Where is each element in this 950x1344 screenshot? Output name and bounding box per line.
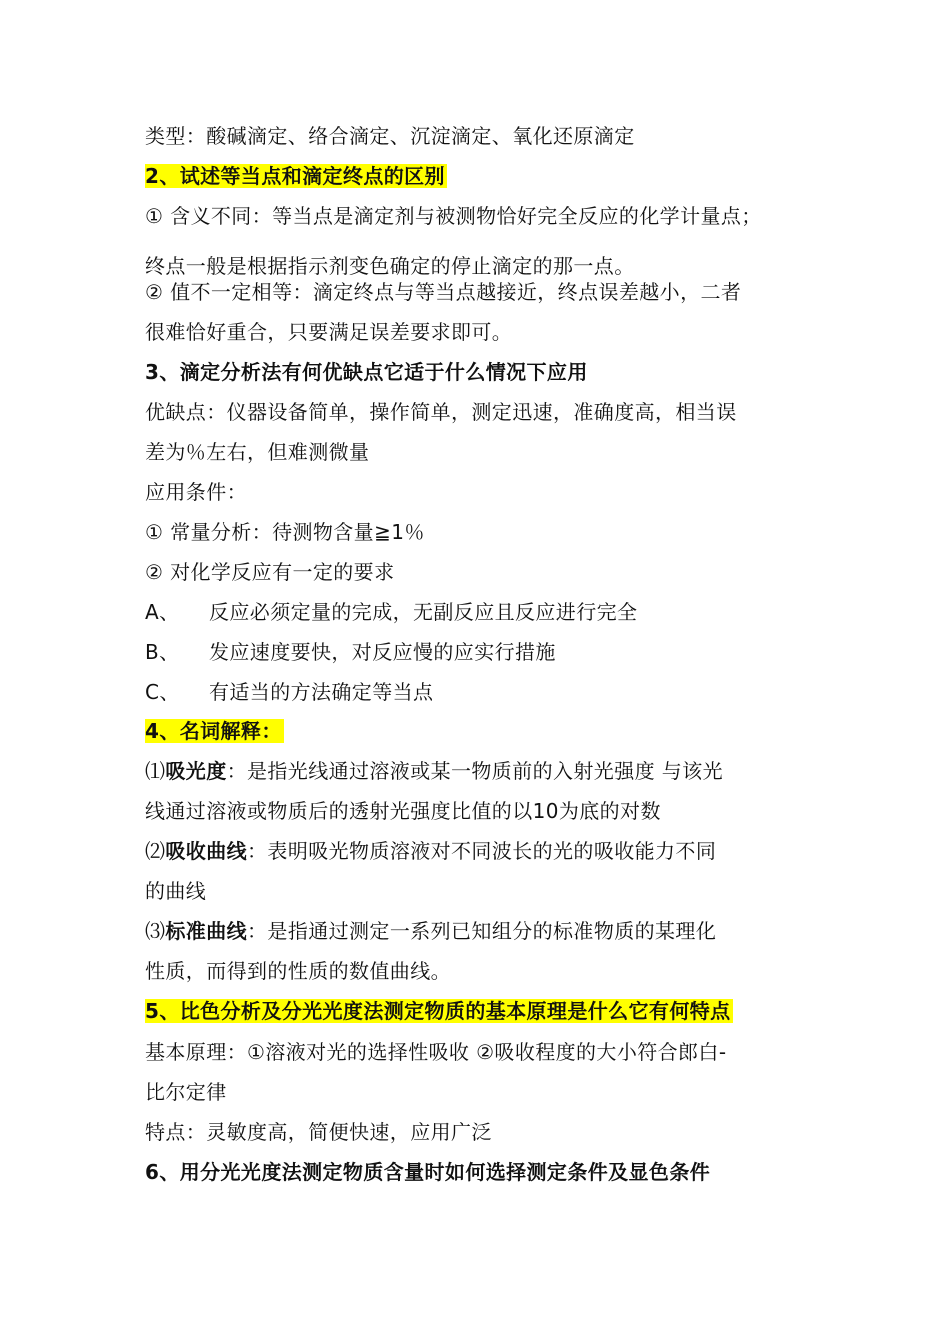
- section-heading-6: 6、用分光光度法测定物质含量时如何选择测定条件及显色条件: [145, 1160, 711, 1184]
- highlighted-heading: 5、比色分析及分光光度法测定物质的基本原理是什么它有何特点: [145, 999, 731, 1023]
- list-item: [145, 677, 433, 707]
- list-item: [145, 597, 637, 627]
- definition-term: 吸收曲线: [165, 839, 248, 863]
- text-line: ② 对化学反应有一定的要求: [145, 560, 395, 584]
- definition-number: ⑴: [145, 759, 166, 783]
- text-line: 很难恰好重合，只要满足误差要求即可。: [145, 320, 513, 344]
- list-marker: A、: [145, 600, 180, 624]
- list-marker: C、: [145, 680, 180, 704]
- text-line: 的曲线: [145, 879, 207, 903]
- section-heading-4: [145, 716, 284, 746]
- definition-term: 标准曲线: [165, 919, 248, 943]
- text-line: 应用条件：: [145, 480, 247, 504]
- list-text: 反应必须定量的完成，无副反应且反应进行完全: [209, 600, 638, 624]
- text-line: 特点：灵敏度高，简便快速，应用广泛: [145, 1120, 492, 1144]
- definition-number: ⑶: [145, 919, 166, 943]
- highlighted-heading: 2、试述等当点和滴定终点的区别: [145, 164, 445, 188]
- definition-text: ：表明吸光物质溶液对不同波长的光的吸收能力不同: [247, 839, 717, 863]
- section-heading-3: 3、滴定分析法有何优缺点它适于什么情况下应用: [145, 360, 588, 384]
- text-line: 优缺点：仪器设备简单，操作简单，测定迅速，准确度高，相当误: [145, 400, 737, 424]
- definition-line: [145, 916, 716, 946]
- text-line: 基本原理：①溶液对光的选择性吸收 ②吸收程度的大小符合郎白-: [145, 1040, 727, 1064]
- highlighted-heading: 4、名词解释：: [145, 719, 282, 743]
- text-line: ② 值不一定相等：滴定终点与等当点越接近，终点误差越小，二者: [145, 280, 742, 304]
- list-marker: B、: [145, 640, 180, 664]
- section-heading-5: [145, 996, 733, 1026]
- list-text: 有适当的方法确定等当点: [209, 680, 434, 704]
- list-item: [145, 637, 556, 667]
- definition-text: ：是指光线通过溶液或某一物质前的入射光强度 与该光: [226, 759, 723, 783]
- text-line: 类型：酸碱滴定、络合滴定、沉淀滴定、氧化还原滴定: [145, 124, 635, 148]
- definition-line: [145, 756, 723, 786]
- definition-number: ⑵: [145, 839, 166, 863]
- text-line: 终点一般是根据指示剂变色确定的停止滴定的那一点。: [145, 254, 635, 278]
- text-line: 线通过溶液或物质后的透射光强度比值的以10为底的对数: [145, 799, 661, 823]
- text-line: ① 常量分析：待测物含量≧1％: [145, 520, 425, 544]
- definition-term: 吸光度: [165, 759, 227, 783]
- text-line: 比尔定律: [145, 1080, 227, 1104]
- text-line: 性质，而得到的性质的数值曲线。: [145, 959, 451, 983]
- definition-line: [145, 836, 716, 866]
- text-line: 差为％左右，但难测微量: [145, 440, 370, 464]
- definition-text: ：是指通过测定一系列已知组分的标准物质的某理化: [247, 919, 717, 943]
- list-text: 发应速度要快，对反应慢的应实行措施: [209, 640, 556, 664]
- text-line: ① 含义不同：等当点是滴定剂与被测物恰好完全反应的化学计量点；: [145, 204, 762, 228]
- section-heading-2: [145, 161, 447, 191]
